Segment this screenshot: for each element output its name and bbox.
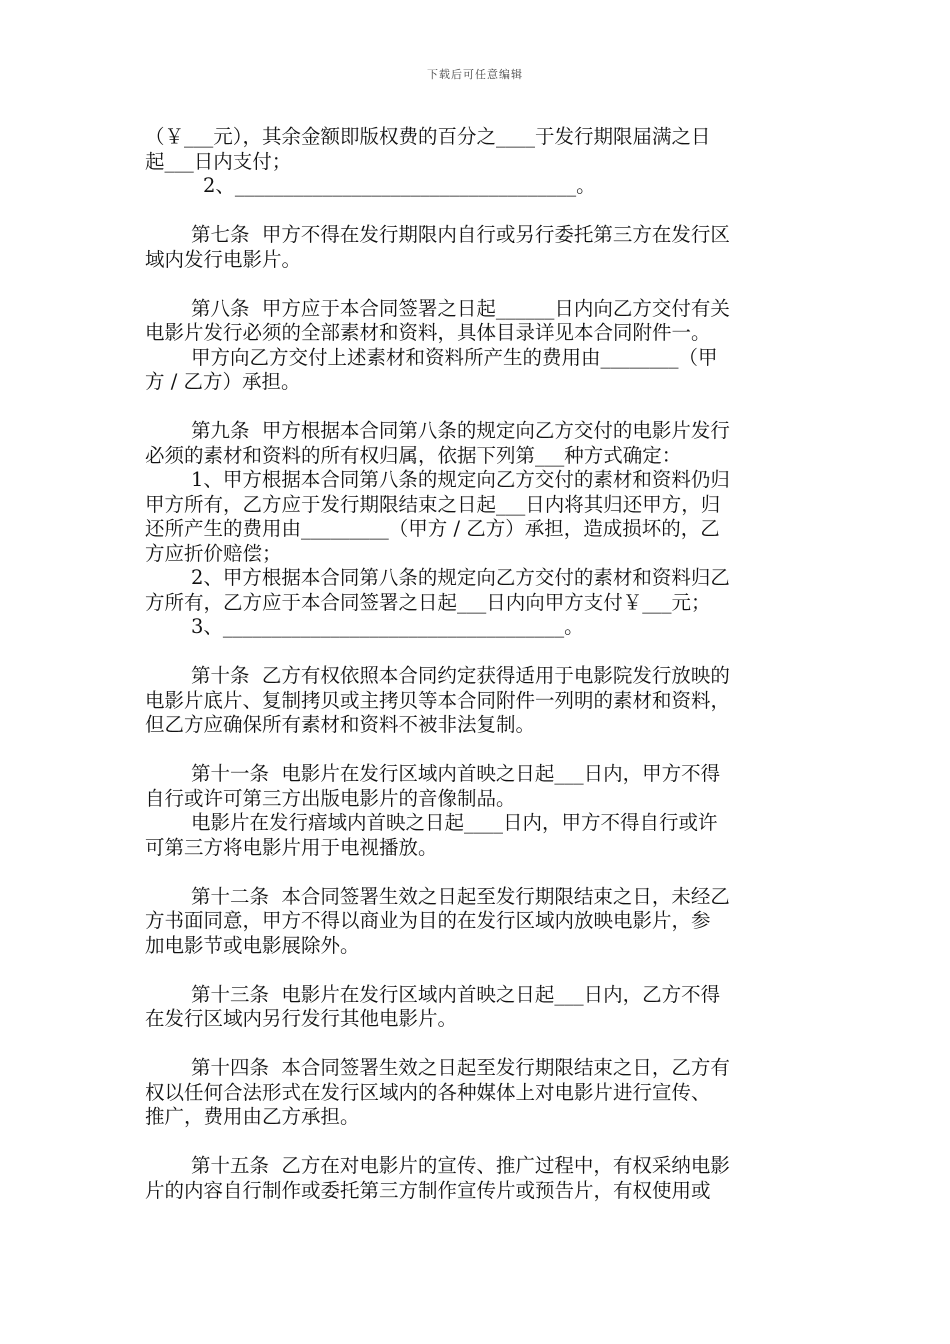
paragraph-gap [145, 958, 810, 983]
paragraph-gap [145, 199, 810, 224]
paragraph-gap [145, 640, 810, 665]
text-line: 还所产生的费用由_________（甲方 / 乙方）承担，造成损坏的，乙 [145, 517, 720, 540]
paragraph-gap [145, 272, 810, 297]
text-line: 自行或许可第三方出版电影片的音像制品。 [145, 786, 516, 810]
text-line: 加电影节或电影展除外。 [145, 933, 360, 957]
text-line: 第九条 甲方根据本合同第八条的规定向乙方交付的电影片发行 [191, 419, 730, 442]
text-line: 方 / 乙方）承担。 [145, 370, 301, 393]
text-line: 电影片底片、复制拷贝或主拷贝等本合同附件一列明的素材和资料， [145, 688, 731, 712]
text-line: （￥___元），其余金额即版权费的百分之____于发行期限届满之日 [145, 125, 711, 148]
text-line: 甲方所有，乙方应于发行期限结束之日起___日内将其归还甲方，归 [145, 492, 721, 516]
text-line: 第十五条 乙方在对电影片的宣传、推广过程中，有权采纳电影 [191, 1154, 730, 1177]
text-line: 方应折价赔偿； [145, 541, 282, 565]
text-line: 片的内容自行制作或委托第三方制作宣传片或预告片，有权使用或 [145, 1178, 711, 1202]
paragraph-gap [145, 395, 810, 420]
text-line: 3、___________________________________。 [191, 615, 584, 638]
text-line: 第十二条 本合同签署生效之日起至发行期限结束之日，未经乙 [191, 884, 730, 908]
paragraph-gap [145, 738, 810, 763]
text-line: 第八条 甲方应于本合同签署之日起______日内向乙方交付有关 [191, 296, 730, 320]
text-line: 2、___________________________________。 [203, 174, 596, 197]
page-header: 下载后可任意编辑 [427, 68, 523, 81]
text-line: 第十一条 电影片在发行区域内首映之日起___日内，甲方不得 [191, 762, 721, 785]
text-line: 第十条 乙方有权依照本合同约定获得适用于电影院发行放映的 [191, 664, 730, 687]
document-body [145, 125, 810, 1203]
text-line: 1、甲方根据本合同第八条的规定向乙方交付的素材和资料仍归 [191, 468, 730, 491]
text-line: 甲方向乙方交付上述素材和资料所产生的费用由________（甲 [191, 345, 718, 369]
paragraph-gap [145, 1130, 810, 1155]
text-line: 在发行区域内另行发行其他电影片。 [145, 1007, 458, 1030]
text-line: 电影片发行必须的全部素材和资料，具体目录详见本合同附件一。 [145, 321, 711, 344]
text-line: 第十三条 电影片在发行区域内首映之日起___日内，乙方不得 [191, 982, 721, 1006]
text-line: 方所有，乙方应于本合同签署之日起___日内向甲方支付￥___元； [145, 590, 711, 614]
text-line: 权以任何合法形式在发行区域内的各种媒体上对电影片进行宣传、 [145, 1080, 711, 1104]
text-line: 电影片在发行瘖域内首映之日起____日内，甲方不得自行或许 [191, 811, 718, 834]
text-line: 第十四条 本合同签署生效之日起至发行期限结束之日，乙方有 [191, 1056, 730, 1079]
text-line: 第七条 甲方不得在发行期限内自行或另行委托第三方在发行区 [191, 223, 730, 246]
text-line: 推广，费用由乙方承担。 [145, 1105, 360, 1128]
text-line: 但乙方应确保所有素材和资料不被非法复制。 [145, 713, 536, 736]
text-line: 必须的素材和资料的所有权归属，依据下列第___种方式确定： [145, 443, 682, 467]
text-line: 可第三方将电影片用于电视播放。 [145, 835, 438, 859]
paragraph-gap [145, 860, 810, 885]
text-line: 2、甲方根据本合同第八条的规定向乙方交付的素材和资料归乙 [191, 566, 730, 589]
paragraph-gap [145, 1032, 810, 1057]
text-line: 方书面同意，甲方不得以商业为目的在发行区域内放映电影片，参 [145, 909, 711, 932]
text-line: 域内发行电影片。 [145, 247, 302, 271]
text-line: 起___日内支付； [145, 149, 292, 173]
